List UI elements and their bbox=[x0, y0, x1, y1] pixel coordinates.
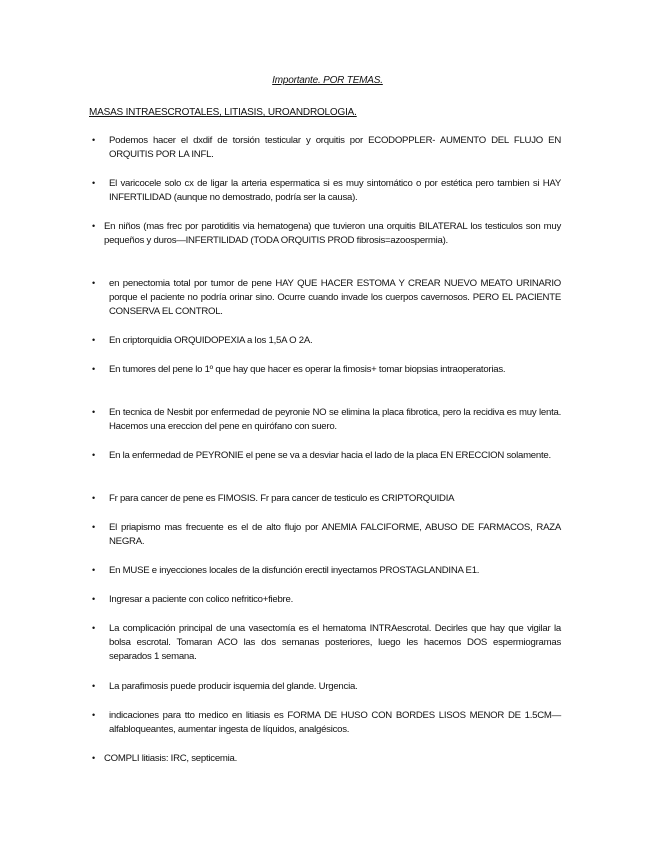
list-item bbox=[89, 622, 569, 664]
bullet-icon: • bbox=[92, 450, 96, 460]
bullet-icon: • bbox=[92, 178, 96, 188]
bullet-icon: • bbox=[92, 335, 96, 345]
list-item bbox=[89, 177, 569, 205]
list-item-text: COMPLI litiasis: IRC, septicemia. bbox=[104, 753, 238, 764]
list-item-text: En la enfermedad de PEYRONIE el pene se va a desviar hacia el lado de la placa EN ERECCION solamente. bbox=[109, 450, 551, 461]
list-item bbox=[89, 134, 569, 162]
list-item bbox=[89, 277, 569, 319]
list-item bbox=[89, 363, 569, 377]
list-item-text: El priapismo mas frecuente es el de alto flujo por ANEMIA FALCIFORME, ABUSO DE FARMACOS, RAZA NEGRA. bbox=[109, 522, 561, 547]
list-item bbox=[89, 492, 569, 506]
document-title: Importante. POR TEMAS. bbox=[272, 75, 383, 86]
list-item bbox=[89, 449, 569, 463]
bullet-icon: • bbox=[92, 710, 96, 720]
list-item bbox=[89, 406, 569, 434]
list-item bbox=[89, 521, 569, 549]
list-item-text: indicaciones para tto medico en litiasis es FORMA DE HUSO CON BORDES LISOS MENOR DE 1.5CM— alfabloqueantes, aumentar ingesta de líquidos, analgésicos. bbox=[109, 710, 561, 735]
section-heading: MASAS INTRAESCROTALES, LITIASIS, UROANDROLOGIA. bbox=[89, 107, 357, 118]
list-item bbox=[89, 220, 569, 248]
bullet-icon: • bbox=[92, 565, 96, 575]
bullet-icon: • bbox=[92, 623, 96, 633]
list-item bbox=[89, 593, 569, 607]
list-item-text: En tecnica de Nesbit por enfermedad de peyronie NO se elimina la placa fibrotica, pero la recidiva es muy lenta. Hacemos una ereccion del pene en quirófano con suero. bbox=[109, 407, 561, 432]
list-item-text: La complicación principal de una vasectomía es el hematoma INTRAescrotal. Decirles que hay que vigilar la bolsa escrotal. Tomaran ACO las dos semanas posteriores, luego les hacemos DOS espermiogramas separados 1 semana. bbox=[109, 623, 561, 662]
bullet-icon: • bbox=[92, 522, 96, 532]
list-item bbox=[89, 680, 569, 694]
bullet-icon: • bbox=[92, 407, 96, 417]
list-item-text: Podemos hacer el dxdif de torsión testicular y orquitis por ECODOPPLER- AUMENTO DEL FLUJO EN ORQUITIS POR LA INFL. bbox=[109, 135, 561, 160]
list-item-text: en penectomia total por tumor de pene HAY QUE HACER ESTOMA Y CREAR NUEVO MEATO URINARIO porque el paciente no podría orinar sino. Ocurre cuando invade los cuerpos cavernosos. PERO EL PACIENTE CONSERVA EL CONTROL. bbox=[109, 278, 561, 317]
list-item-text: En niños (mas frec por parotiditis via hematogena) que tuvieron una orquitis BILATERAL los testiculos son muy pequeños y duros—INFERTILIDAD (TODA ORQUITIS PROD fibrosis=azoospermia). bbox=[104, 221, 561, 246]
bullet-icon: • bbox=[92, 278, 96, 288]
bullet-icon: • bbox=[92, 135, 96, 145]
list-item-text: En criptorquidia ORQUIDOPEXIA a los 1,5A O 2A. bbox=[109, 335, 313, 346]
bullet-icon: • bbox=[92, 753, 96, 763]
list-item-text: Ingresar a paciente con colico nefritico+fiebre. bbox=[109, 594, 293, 605]
list-item bbox=[89, 752, 569, 766]
list-item-text: En MUSE e inyecciones locales de la disfunción erectil inyectamos PROSTAGLANDINA E1. bbox=[109, 565, 480, 576]
list-item-text: La parafimosis puede producir isquemia del glande. Urgencia. bbox=[109, 681, 358, 692]
list-item-text: En tumores del pene lo 1º que hay que hacer es operar la fimosis+ tomar biopsias intraoperatorias. bbox=[109, 364, 506, 375]
bullet-icon: • bbox=[92, 221, 96, 231]
list-item bbox=[89, 564, 569, 578]
bullet-icon: • bbox=[92, 681, 96, 691]
list-item-text: Fr para cancer de pene es FIMOSIS. Fr para cancer de testiculo es CRIPTORQUIDIA bbox=[109, 493, 455, 504]
list-item-text: El varicocele solo cx de ligar la arteria espermatica si es muy sintomático o por estética pero tambien si HAY INFERTILIDAD (aunque no demostrado, podría ser la causa). bbox=[109, 178, 561, 203]
bullet-icon: • bbox=[92, 594, 96, 604]
bullet-icon: • bbox=[92, 493, 96, 503]
list-item bbox=[89, 334, 569, 348]
bullet-icon: • bbox=[92, 364, 96, 374]
list-item bbox=[89, 709, 569, 737]
